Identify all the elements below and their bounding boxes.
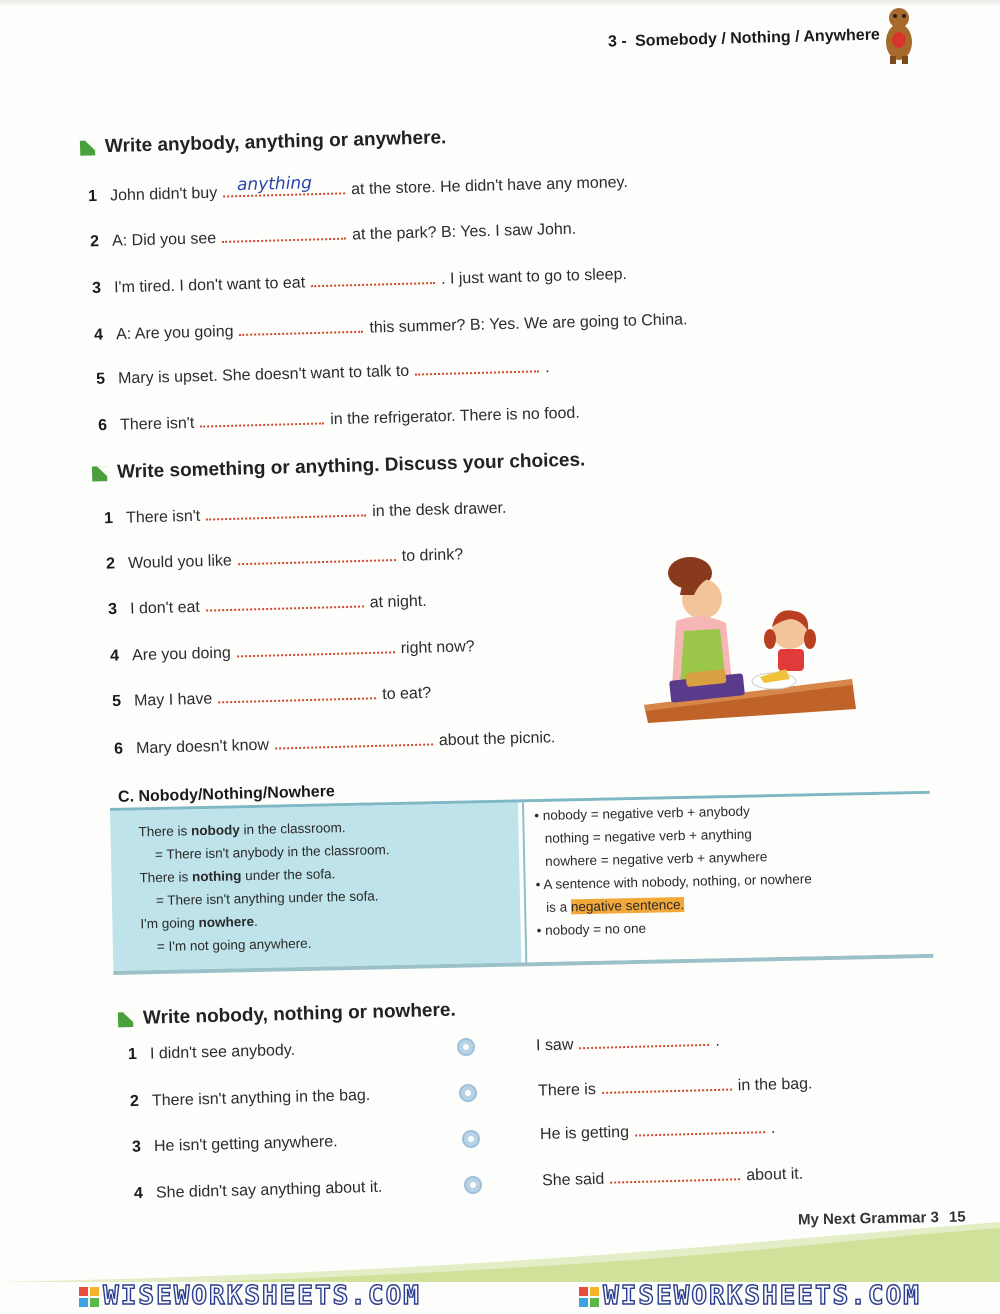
- item-number: 4: [93, 326, 104, 344]
- item-number: 3: [131, 1138, 142, 1156]
- item-number: 2: [105, 555, 116, 573]
- grammar-example-5: I'm going nowhere.: [140, 913, 258, 932]
- s3-left-item-4: [134, 1179, 383, 1203]
- s3-right-item-4: [542, 1163, 804, 1191]
- item-text-after: to eat?: [382, 684, 432, 704]
- item-text-before: There is: [537, 1081, 597, 1100]
- page-footer: [798, 1209, 966, 1229]
- item-number: 6: [97, 417, 108, 435]
- footer-swoosh: [0, 1222, 1000, 1282]
- grammar-box-title: C. Nobody/Nothing/Nowhere: [117, 783, 336, 806]
- grammar-example-4: = There isn't anything under the sofa.: [155, 888, 379, 909]
- grammar-example-3: There is nothing under the sofa.: [139, 866, 336, 886]
- item-text-before: Would you like: [127, 552, 233, 573]
- answer-blank[interactable]: [579, 1030, 709, 1049]
- match-dot-1[interactable]: [457, 1038, 475, 1056]
- item-text-after: at the store. He didn't have any money.: [350, 173, 628, 199]
- s2-item-3: [108, 590, 427, 619]
- item-number: 4: [133, 1185, 144, 1203]
- s2-item-1: [104, 497, 507, 529]
- item-text: I didn't see anybody.: [149, 1041, 296, 1063]
- s3-left-item-1: [128, 1042, 295, 1064]
- answer-blank[interactable]: [222, 224, 346, 243]
- s1-item-1: [88, 171, 628, 206]
- page-number: 15: [949, 1208, 967, 1226]
- handwritten-answer: anything: [236, 173, 313, 196]
- section2-instruction-text: Write something or anything. Discuss your choices.: [116, 449, 586, 483]
- item-text-before: She said: [541, 1170, 605, 1190]
- item-number: 1: [87, 187, 98, 206]
- grammar-rule-1: • nobody = negative verb + anybody: [534, 803, 751, 824]
- item-text-after: at night.: [369, 592, 427, 612]
- book-title: My Next Grammar 3: [798, 1209, 940, 1229]
- item-number: 6: [113, 740, 124, 758]
- item-text-after: at the park? B: Yes. I saw John.: [351, 220, 577, 244]
- item-text: He isn't getting anywhere.: [153, 1133, 338, 1156]
- watermark-1: WISEWORKSHEETS.COM: [79, 1281, 421, 1311]
- exercise-marker-icon: [118, 1012, 133, 1027]
- item-text-before: I'm tired. I don't want to eat: [113, 274, 306, 297]
- item-number: 1: [103, 510, 114, 528]
- item-number: 2: [129, 1092, 140, 1111]
- answer-blank[interactable]: [218, 683, 376, 703]
- s3-right-item-1: [536, 1030, 720, 1056]
- item-text-before: There isn't: [125, 507, 201, 527]
- item-text-before: There isn't: [119, 414, 195, 434]
- item-text: There isn't anything in the bag.: [151, 1086, 371, 1110]
- unit-title: Somebody / Nothing / Anywhere: [635, 26, 881, 50]
- item-number: 4: [109, 647, 120, 665]
- section1-instruction-text: Write anybody, anything or anywhere.: [104, 127, 447, 158]
- s3-left-item-2: [130, 1087, 371, 1111]
- answer-blank[interactable]: [311, 268, 435, 287]
- item-text-after: .: [770, 1119, 776, 1138]
- s1-item-2: [90, 218, 577, 252]
- item-text-after: about the picnic.: [438, 729, 556, 750]
- s3-left-item-3: [132, 1133, 338, 1156]
- exercise-marker-icon: [92, 466, 107, 481]
- s2-item-5: [112, 682, 432, 711]
- mascot-icon: [882, 6, 916, 64]
- grammar-rule-5: is a negative sentence.: [546, 896, 685, 915]
- grammar-rule-2: nothing = negative verb + anything: [544, 826, 752, 846]
- item-number: 2: [89, 233, 100, 251]
- item-number: 3: [91, 279, 102, 297]
- item-text-before: May I have: [133, 690, 213, 710]
- s3-right-item-3: [540, 1117, 776, 1144]
- item-text-after: right now?: [400, 638, 475, 658]
- s3-right-item-2: [538, 1072, 813, 1100]
- grammar-rules-panel: [522, 794, 935, 963]
- item-text-before: Are you doing: [131, 644, 232, 665]
- answer-blank[interactable]: [635, 1117, 765, 1136]
- answer-blank[interactable]: [238, 545, 396, 565]
- s1-item-5: [96, 356, 550, 389]
- item-text-after: to drink?: [401, 546, 464, 565]
- item-text-before: John didn't buy: [109, 184, 218, 205]
- s1-item-4: [94, 308, 688, 345]
- highlighted-term: negative sentence.: [570, 896, 685, 915]
- mother-daughter-illustration: [640, 555, 860, 727]
- item-text-after: this summer? B: Yes. We are going to China.: [369, 311, 688, 337]
- item-text-before: A: Are you going: [115, 323, 234, 344]
- page-header: [608, 26, 880, 51]
- exercise-marker-icon: [80, 140, 95, 155]
- item-text-before: I don't eat: [129, 598, 201, 618]
- wise-logo-icon: [579, 1287, 599, 1307]
- grammar-example-1: There is nobody in the classroom.: [138, 820, 346, 840]
- answer-blank[interactable]: [275, 729, 433, 749]
- item-text-before: Mary doesn't know: [135, 736, 270, 758]
- item-text-after: in the desk drawer.: [371, 499, 507, 521]
- answer-blank[interactable]: [206, 500, 366, 520]
- s2-item-4: [110, 635, 475, 666]
- watermark-2: WISEWORKSHEETS.COM: [579, 1281, 921, 1311]
- item-text-after: in the bag.: [737, 1075, 813, 1095]
- grammar-box: [110, 791, 933, 975]
- item-text-after: . I just want to go to sleep.: [440, 266, 628, 288]
- watermark-bar: [0, 1280, 1000, 1312]
- item-text-before: He is getting: [539, 1123, 630, 1144]
- grammar-rule-6: • nobody = no one: [536, 920, 647, 939]
- grammar-rule-4: • A sentence with nobody, nothing, or nowhere: [535, 871, 812, 893]
- item-text-after: .: [544, 359, 550, 377]
- section3-instruction-text: Write nobody, nothing or nowhere.: [142, 999, 456, 1029]
- answer-blank[interactable]: [239, 317, 363, 336]
- unit-number: 3 -: [607, 33, 628, 51]
- section3-instruction: [118, 1000, 456, 1031]
- section1-instruction: [80, 127, 447, 159]
- grammar-examples-panel: [110, 802, 521, 971]
- answer-blank[interactable]: [223, 173, 345, 197]
- item-text-before: A: Did you see: [111, 230, 217, 250]
- top-edge: [0, 0, 1000, 6]
- item-text-before: I saw: [535, 1036, 574, 1055]
- s1-item-3: [92, 263, 627, 298]
- item-number: 1: [127, 1045, 138, 1064]
- grammar-example-6: = I'm not going anywhere.: [156, 935, 312, 955]
- item-text-after: .: [715, 1032, 721, 1050]
- match-dot-3[interactable]: [462, 1130, 480, 1148]
- answer-blank[interactable]: [200, 408, 324, 427]
- item-text-before: Mary is upset. She doesn't want to talk to: [117, 362, 410, 388]
- answer-blank[interactable]: [610, 1164, 740, 1183]
- item-text-after: in the refrigerator. There is no food.: [330, 404, 580, 429]
- match-dot-2[interactable]: [459, 1084, 477, 1102]
- s2-item-2: [106, 543, 464, 573]
- item-number: 5: [111, 692, 122, 711]
- answer-blank[interactable]: [602, 1075, 732, 1094]
- item-number: 5: [95, 370, 106, 388]
- item-text-after: about it.: [746, 1165, 804, 1185]
- answer-blank[interactable]: [415, 356, 539, 375]
- grammar-example-2: = There isn't anybody in the classroom.: [154, 842, 390, 863]
- match-dot-4[interactable]: [464, 1176, 482, 1194]
- s1-item-6: [98, 402, 580, 436]
- item-text: She didn't say anything about it.: [155, 1178, 383, 1202]
- s2-item-6: [114, 726, 556, 759]
- item-number: 3: [107, 600, 118, 619]
- wise-logo-icon: [79, 1287, 99, 1307]
- grammar-rule-3: nowhere = negative verb + anywhere: [545, 849, 768, 869]
- section2-instruction: [92, 450, 586, 485]
- answer-blank[interactable]: [206, 591, 364, 611]
- answer-blank[interactable]: [236, 637, 394, 657]
